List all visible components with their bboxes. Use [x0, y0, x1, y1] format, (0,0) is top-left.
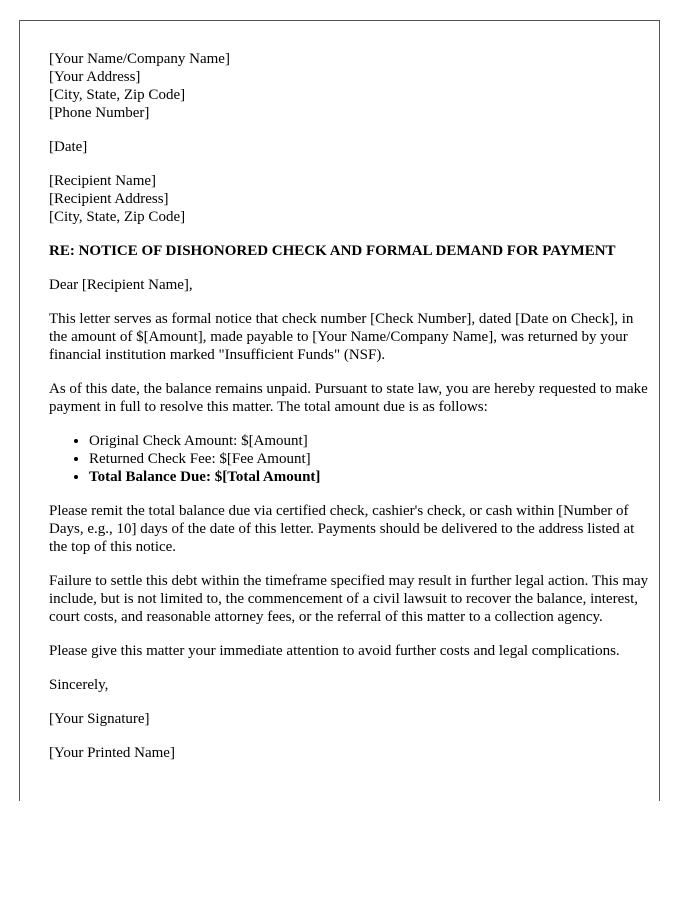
amount-fee: • Returned Check Fee: $[Fee Amount]: [89, 450, 649, 468]
paragraph-remit: Please remit the total balance due via certified check, cashier's check, or cash within [Number of Days, e.g., 10] days of the date of this letter. Payments should be delivered to the address listed at the top of this notice.: [49, 503, 635, 555]
paragraph-notice: This letter serves as formal notice that check number [Check Number], dated [Date on Check], in the amount of $[Amount], made payable to [Your Name/Company Name], was returned by your financial institution marked "Insufficient Funds" (NSF).: [49, 311, 634, 363]
salutation: Dear [Recipient Name],: [49, 277, 193, 293]
recipient-block: [49, 172, 649, 226]
paragraph-attention: Please give this matter your immediate attention to avoid further costs and legal complications.: [49, 643, 620, 659]
paragraph-failure: Failure to settle this debt within the timeframe specified may result in further legal action. This may include, but is not limited to, the commencement of a civil lawsuit to recover the balance, interest, court costs, and reasonable attorney fees, or the referral of this matter to a collection agency.: [49, 573, 649, 625]
sender-city-state-zip: [City, State, Zip Code]: [49, 87, 186, 103]
amount-original: • Original Check Amount: $[Amount]: [89, 432, 649, 450]
recipient-address: [Recipient Address]: [49, 191, 169, 207]
sender-phone: [Phone Number]: [49, 105, 150, 121]
amount-total: • Total Balance Due: $[Total Amount]: [89, 468, 649, 486]
signature: [Your Signature]: [49, 711, 150, 727]
paragraph-balance: As of this date, the balance remains unpaid. Pursuant to state law, you are hereby requested to make payment in full to resolve this matter. The total amount due is as follows:: [49, 381, 648, 415]
letter-content: [49, 50, 649, 778]
amounts-list: [49, 432, 649, 486]
recipient-name: [Recipient Name]: [49, 173, 157, 189]
printed-name: [Your Printed Name]: [49, 745, 175, 761]
sender-name: [Your Name/Company Name]: [49, 51, 230, 67]
date-line: [Date]: [49, 139, 88, 155]
recipient-city-state-zip: [City, State, Zip Code]: [49, 209, 186, 225]
sender-address: [Your Address]: [49, 69, 141, 85]
sender-block: [49, 50, 649, 122]
closing: Sincerely,: [49, 677, 109, 693]
letter-page: [19, 20, 660, 801]
subject-line: RE: NOTICE OF DISHONORED CHECK AND FORMAL DEMAND FOR PAYMENT: [49, 243, 616, 259]
